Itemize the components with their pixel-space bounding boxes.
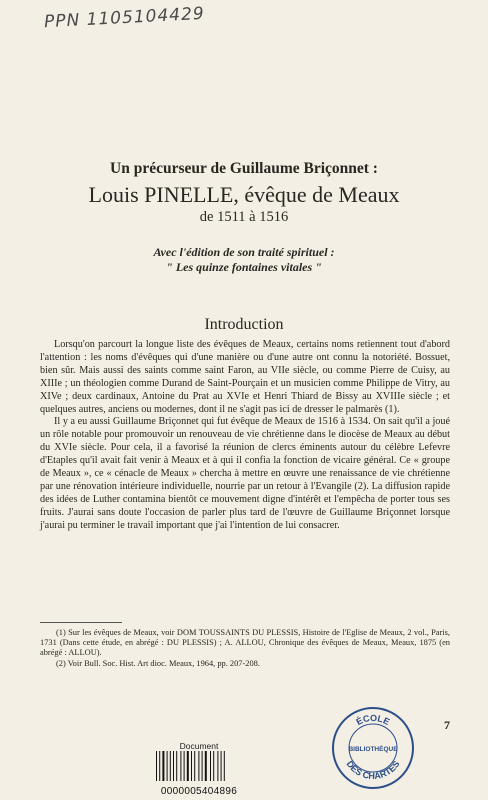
paragraph-2: Il y a eu aussi Guillaume Briçonnet qui fut évêque de Meaux de 1516 à 1534. On sait qu'il a joué un rôle notable pour promouvoir un renouveau de vie chrétienne dans le diocèse de Meaux au début du XVIe siècle. Pour cela, il a favorisé la réunion de clercs éminents autour du célèbre Lefevre d'Etaples qu'il avait fait venir à Meaux et à qui il confia la fonction de vicaire général. Ce « groupe de Meaux », ce « cénacle de Meaux » chercha à mettre en œuvre une renaissance de vie chrétienne par une rénovation intérieure individuelle, nourrie par un retour à l'Evangile (2). La diffusion rapide des idées de Luther contamina bientôt ce mouvement digne d'intérêt et l'empêcha de porter tous ses fruits. J'aurai sans doute l'occasion de parler plus tard de l'œuvre de Guillaume Briçonnet lorsque j'aurai pu terminer le travail important que j'ai l'intention de lui consacrer.: [40, 416, 450, 531]
footnote-divider: [40, 622, 122, 623]
barcode-bar: [159, 751, 160, 781]
title-line-3: de 1511 à 1516: [199, 209, 289, 225]
barcode-bar: [187, 751, 189, 781]
title-line-1: Un précurseur de Guillaume Briçonnet :: [110, 160, 378, 177]
footnote-2: (2) Voir Bull. Soc. Hist. Art dioc. Meaux, 1964, pp. 207-208.: [56, 658, 260, 668]
barcode-bar: [194, 751, 195, 781]
subtitle-line-1: Avec l'édition de son traité spirituel :: [153, 245, 335, 259]
page-number: 7: [444, 718, 450, 732]
barcode-bar: [217, 751, 218, 781]
barcode-bar: [162, 751, 164, 781]
title-line-2: Louis PINELLE, évêque de Meaux: [88, 182, 400, 207]
barcode-bar: [167, 751, 168, 781]
barcode-bar: [176, 751, 177, 781]
barcode-bar: [191, 751, 192, 781]
svg-text:ÉCOLE: [355, 713, 392, 727]
subtitle-block: [0, 245, 488, 275]
barcode-bar: [202, 751, 203, 781]
barcode-bar: [224, 751, 225, 781]
barcode-bar: [213, 751, 214, 781]
footnotes: [40, 628, 450, 669]
barcode-bar: [205, 751, 207, 781]
barcode-bar: [180, 751, 181, 781]
barcode-bar: [173, 751, 174, 781]
body-text: [40, 339, 450, 533]
footnote-1: (1) Sur les évêques de Meaux, voir DOM TOUSSAINTS DU PLESSIS, Histoire de l'Eglise de Meaux, 2 vol., Paris, 1731 (Dans cette étude, en abrégé : DU PLESSIS) ; A. ALLOU, Chronique des évêques de Meaux, Meaux, 1875 (en abrégé : ALLOU).: [40, 628, 450, 658]
stamp-top-text: ÉCOLE: [354, 712, 392, 728]
barcode-bar: [156, 751, 157, 781]
stamp-center-text: BIBLIOTHÈQUE: [348, 746, 398, 753]
barcode-number: 0000005404896: [160, 786, 238, 797]
library-stamp: [330, 705, 416, 796]
barcode-bar: [210, 751, 211, 781]
stamp-bottom-text: DES CHARTES: [344, 758, 402, 782]
barcode-title: Document: [179, 741, 219, 751]
title-block: [0, 160, 488, 226]
paragraph-1: Lorsqu'on parcourt la longue liste des évêques de Meaux, certains noms retiennent tout d'abord l'attention : les noms d'évêques qui d'une manière ou d'une autre ont connu la notoriété. Bossuet, bien sûr. Mais aussi des saints comme saint Faron, au VIIe siècle, ou comme Pierre de Cuisy, au XIIIe ; un théologien comme Durand de Saint-Pourçain et un musicien comme Philippe de Vitry, au XIVe ; deux cardinaux, Antoine du Prat au XVIe et Henri Thiard de Bissy au XVIIIe siècle ; et quelques autres, anciens ou modernes, dont il ne s'agit pas ici de dresser le palmarès (1).: [40, 339, 450, 415]
subtitle-line-2: " Les quinze fontaines vitales ": [166, 260, 322, 274]
barcode-bar: [184, 751, 185, 781]
barcode-graphic: [154, 751, 244, 781]
barcode-bar: [221, 751, 222, 781]
svg-text:DES CHARTES: [344, 759, 401, 781]
section-heading: Introduction: [204, 316, 284, 333]
barcode-bar: [198, 751, 199, 781]
library-stamp-graphic: [330, 705, 416, 791]
barcode-label: [154, 741, 244, 797]
barcode-bar: [170, 751, 171, 781]
handwritten-catalog-note: PPN 1105104429: [43, 3, 206, 33]
